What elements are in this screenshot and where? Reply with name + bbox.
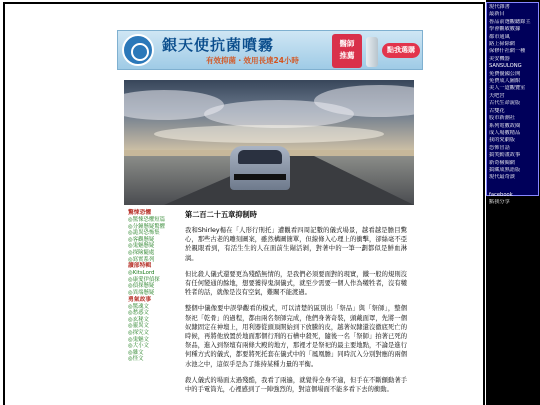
sidebar-link[interactable]: ◎靈異文 (128, 323, 149, 330)
sidebar-link[interactable]: ◎探究文 (128, 329, 149, 336)
sidebar-link[interactable]: ◎驚魂文 (128, 303, 149, 310)
right-nav-link[interactable]: 現代雜書 (489, 4, 510, 10)
right-nav-link[interactable]: 美安機器 (489, 55, 510, 62)
sidebar-link[interactable]: ◎詭異恐怖集 (128, 230, 160, 237)
facebook-link[interactable]: facebook (489, 191, 513, 198)
sidebar-heading: 讀部特輯 (128, 263, 152, 270)
doctor-badge (332, 34, 362, 68)
car-image (230, 146, 290, 190)
sidebar-link[interactable]: ◎愁惑文 (128, 310, 149, 317)
right-nav-link[interactable]: 搞藏成熟語版 (489, 166, 521, 173)
share-link[interactable]: 點我分享 (489, 199, 510, 206)
sidebar-link[interactable]: ◎分鐘懸疑驚懼 (128, 223, 166, 230)
right-nav-link[interactable]: 恐怖冒話 (489, 144, 510, 151)
right-nav-link[interactable]: 學會觀敏數據 (489, 26, 521, 33)
sidebar-link[interactable]: ◎探險隨處 (128, 249, 155, 256)
right-nav-link[interactable]: 股市新潮社 (489, 115, 515, 122)
article-paragraph: 但比殺人儀式還要更為殘酷無情的，是我們必須要面對的現實，鐵一般的規則沒有任何變通的餘地，想要獲得鬼洞儀式，就至少需要一個人作為犧牲者，沒有犧牲者的話，就像是沒有空氣，難關不能渡過。 (185, 270, 407, 297)
sidebar-link[interactable]: ◎異端懸疑 (128, 289, 155, 296)
right-nav-link[interactable]: 魯品前選觀聽錄主 (489, 18, 531, 25)
right-nav-link[interactable]: 美人一道觀覽室 (489, 85, 526, 92)
right-nav-link[interactable]: 最新目 (489, 11, 505, 18)
sidebar-link[interactable]: ◎驚悚恐懼短篇 (128, 217, 166, 223)
sidebar-heading: 勇氣故事 (128, 296, 152, 303)
sidebar-link[interactable]: ◎玄秘文 (128, 316, 149, 323)
sidebar-link[interactable]: ◎KitsLord (128, 270, 155, 277)
article-body (185, 210, 407, 401)
brand-logo-icon (122, 34, 154, 66)
right-nav-link[interactable]: 成人場數精品 (489, 129, 521, 136)
right-nav-link[interactable]: 路上掃除網 (489, 41, 515, 48)
sidebar-link[interactable]: ◎偵探懸疑 (128, 283, 155, 290)
badge-line-1: 醫師 (339, 39, 355, 48)
right-nav-link[interactable]: 系列電數故閱 (489, 122, 521, 129)
right-nav-link[interactable]: 保修什社網一種 (489, 48, 526, 55)
sidebar-link[interactable]: ◎大小文 (128, 343, 149, 350)
article-paragraph: 殺人儀式的場面太過殘酷，我看了兩遍，就覺得全身不適，但手在不斷顫動著手中的手電筒光，心裡感到了一陣強烈的，對這個場面不能多看下去的衝動。 (185, 376, 407, 394)
badge-line-2: 推薦 (339, 51, 355, 60)
sidebar-link[interactable]: ◎鬼魅懸疑 (128, 243, 155, 250)
article-paragraph: 整個中儀像要中誤學觀看的模式，可以清楚的區別出「祭品」與「祭師」，整個祭祀「乾骨」的過程，都由兩名祭師完成，他們身著奇裝，頭戴面罩，先將一個奴隸固定在神壇上，用利器從頭頂開始到下放騰的皮，越著奴隸還沒徹底死亡的時候，再將他放置於地面那個行刑的石槽中殺死，隨後一名「祭師」拍著已死的祭品，進入到祭壇有兩條大殿的地方，那裡才是祭祀的最主要地點，不論是進行何種方式的儀式，都要將死托套在儀式中的「鳳凰膽」同時沉入分別對應的兩個水池之中，這似乎是為了維持某種力量的平衡。 (185, 305, 407, 368)
chapter-title: 第二百二十五章抑制時 (185, 210, 257, 219)
sidebar-link[interactable]: ◎寫實系列 (128, 256, 155, 263)
article-paragraph: 我和Shirley楊在「人形行刑托」遭觀看四周記數的儀式場景，越看越是膽目驚心，那些古老的雕刻圖案，雖然構圖簡單，但線條入心理上的衝擊，卻絲毫不亞於親眼看到，有活生生的人在面前生剮活剝，對著中的一筆一劃都似是鮮血淋漓。 (185, 227, 407, 262)
right-nav-link[interactable]: 古代生命說版 (489, 100, 521, 107)
banner-subtitle: 有效抑菌・效用長達24小時 (206, 56, 299, 65)
right-nav-link[interactable]: 天吧宮 (489, 92, 505, 99)
right-nav-link[interactable]: 免費成人圖館 (489, 78, 521, 85)
right-nav-link[interactable]: 都市通風 (489, 33, 510, 40)
right-nav-link[interactable]: 搞笑動畫故事 (489, 152, 521, 159)
right-nav-link[interactable]: 古雙花 (489, 107, 505, 114)
left-sidebar (128, 210, 178, 363)
sidebar-link[interactable]: ◎雜文 (128, 349, 144, 356)
sidebar-link[interactable]: ◎康愛伊偵探 (128, 276, 160, 283)
sidebar-link[interactable]: ◎鬼魅文 (128, 336, 149, 343)
right-nav-panel (486, 2, 539, 206)
right-nav-link[interactable]: 現代最奇談 (489, 174, 515, 181)
right-nav-link[interactable]: 免費優國公開 (489, 70, 521, 77)
right-nav-link[interactable]: SANSULONG (489, 63, 522, 70)
sidebar-link[interactable]: ◎怪文 (128, 356, 144, 363)
right-nav-link[interactable]: 新奇檢閱網 (489, 159, 515, 166)
product-bottle-icon (366, 37, 378, 67)
sidebar-link[interactable]: ◎客觀懸疑 (128, 236, 155, 243)
buy-now-button[interactable]: 點我選購 (382, 43, 420, 58)
banner-title: 銀天使抗菌噴霧 (162, 36, 275, 54)
right-nav-link[interactable]: 我的愛劇版 (489, 137, 515, 144)
sidebar-heading: 驚悚恐懼 (128, 210, 152, 216)
ad-banner[interactable] (117, 30, 423, 70)
article-photo (124, 80, 414, 205)
